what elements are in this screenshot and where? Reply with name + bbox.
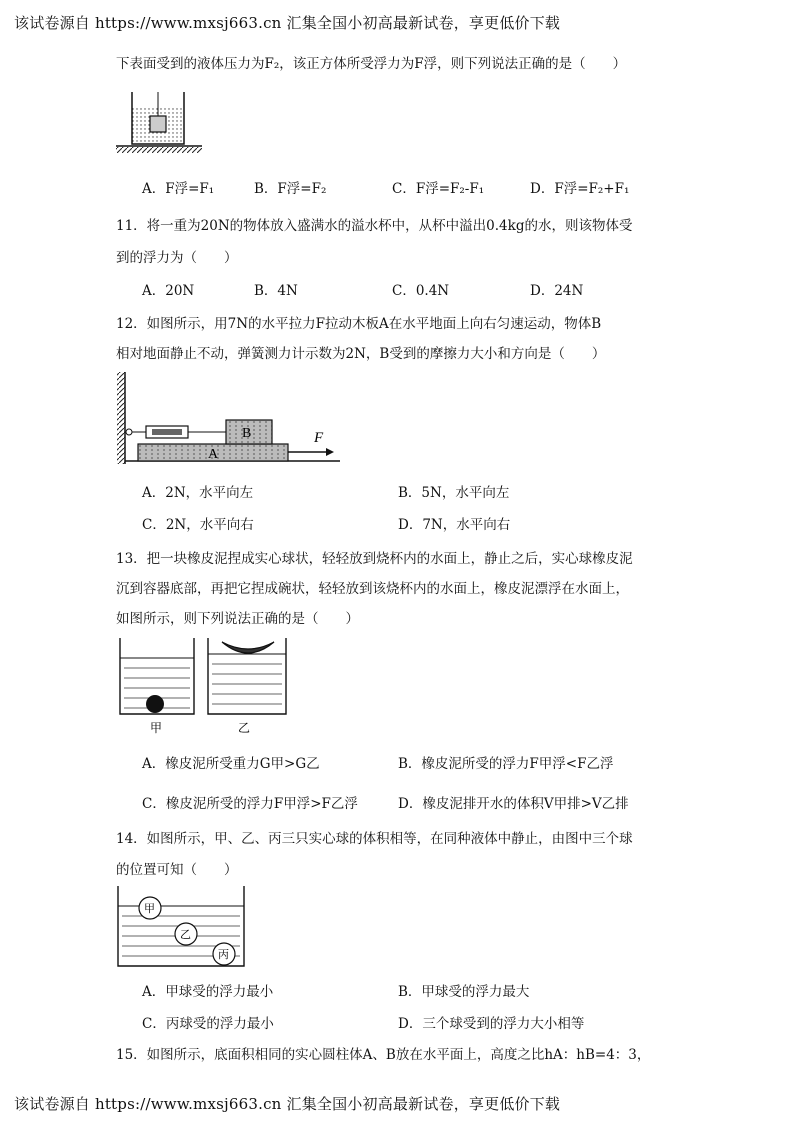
q12-wall-hatch xyxy=(117,372,125,464)
q13-beaker-jia xyxy=(120,638,194,714)
svg-text:甲: 甲 xyxy=(144,902,155,915)
q12-option-c[interactable]: C．2N，水平向右 xyxy=(142,517,254,533)
q14-stem-line2: 的位置可知（ ） xyxy=(116,862,238,878)
q11-option-a[interactable]: A．20N xyxy=(142,283,195,299)
q10-option-d[interactable]: D．F浮=F₂+F₁ xyxy=(530,181,630,197)
q12-option-d[interactable]: D．7N，水平向右 xyxy=(398,517,511,533)
q13-solid-ball xyxy=(146,695,164,713)
q11-option-c[interactable]: C．0.4N xyxy=(392,283,450,299)
page-footer: 该试卷源自 https://www.mxsj663.cn 汇集全国小初高最新试卷，享更低价下载 xyxy=(14,1095,561,1113)
q10-option-a[interactable]: A．F浮=F₁ xyxy=(142,181,215,197)
q12-stem-line2: 相对地面静止不动，弹簧测力计示数为2N，B受到的摩擦力大小和方向是（ ） xyxy=(116,346,606,362)
q14-option-b[interactable]: B．甲球受的浮力最大 xyxy=(398,984,530,1000)
q14-stem-line1: 14．如图所示，甲、乙、丙三只实心球的体积相等，在同种液体中静止，由图中三个球 xyxy=(116,831,633,847)
svg-text:乙: 乙 xyxy=(180,928,191,941)
q13-stem-line1: 13．把一块橡皮泥捏成实心球状，轻轻放到烧杯内的水面上，静止之后，实心球橡皮泥 xyxy=(116,551,633,567)
q13-stem-line3: 如图所示，则下列说法正确的是（ ） xyxy=(116,611,359,627)
q11-stem-line1: 11．将一重为20N的物体放入盛满水的溢水杯中，从杯中溢出0.4kg的水，则该物体受 xyxy=(116,218,633,234)
q11-option-b[interactable]: B．4N xyxy=(254,283,298,299)
q15-stem-line1: 15．如图所示，底面积相同的实心圆柱体A、B放在水平面上，高度之比hA：hB=4：3， xyxy=(116,1047,651,1063)
q11-option-d[interactable]: D．24N xyxy=(530,283,584,299)
q13-beaker-yi xyxy=(208,638,286,714)
q12-label-b: B xyxy=(242,426,252,441)
svg-text:丙: 丙 xyxy=(218,948,229,961)
q14-option-a[interactable]: A．甲球受的浮力最小 xyxy=(142,984,274,1000)
q10-figure xyxy=(112,88,206,158)
q14-option-d[interactable]: D．三个球受到的浮力大小相等 xyxy=(398,1016,585,1032)
q14-option-c[interactable]: C．丙球受的浮力最小 xyxy=(142,1016,274,1032)
q12-label-a: A xyxy=(208,447,219,462)
q13-label-jia: 甲 xyxy=(150,721,163,735)
q13-bowl xyxy=(222,642,274,653)
q12-option-a[interactable]: A．2N，水平向左 xyxy=(142,485,254,501)
q10-option-c[interactable]: C．F浮=F₂-F₁ xyxy=(392,181,485,197)
q12-hook xyxy=(126,429,132,435)
q10-cube xyxy=(150,116,166,132)
q12-label-f: F xyxy=(314,430,324,446)
q13-label-yi: 乙 xyxy=(238,721,251,735)
q12-stem-line1: 12．如图所示，用7N的水平拉力F拉动木板A在水平地面上向右匀速运动，物体B xyxy=(116,316,602,332)
q13-option-a[interactable]: A．橡皮泥所受重力G甲>G乙 xyxy=(142,756,320,772)
q11-stem-line2: 到的浮力为（ ） xyxy=(116,250,238,266)
q13-stem-line2: 沉到容器底部，再把它捏成碗状，轻轻放到该烧杯内的水面上，橡皮泥漂浮在水面上， xyxy=(116,581,629,597)
page-header: 该试卷源自 https://www.mxsj663.cn 汇集全国小初高最新试卷，享更低价下载 xyxy=(14,14,561,32)
q13-figure xyxy=(114,634,304,736)
q13-option-d[interactable]: D．橡皮泥排开水的体积V甲排>V乙排 xyxy=(398,796,629,812)
q12-figure xyxy=(114,368,344,468)
q12-option-b[interactable]: B．5N，水平向左 xyxy=(398,485,510,501)
q10-option-b[interactable]: B．F浮=F₂ xyxy=(254,181,327,197)
q13-option-c[interactable]: C．橡皮泥所受的浮力F甲浮>F乙浮 xyxy=(142,796,358,812)
q14-figure xyxy=(114,884,250,970)
q13-option-b[interactable]: B．橡皮泥所受的浮力F甲浮<F乙浮 xyxy=(398,756,614,772)
q10-stem: 下表面受到的液体压力为F₂，该正方体所受浮力为F浮，则下列说法正确的是（ ） xyxy=(116,56,627,72)
